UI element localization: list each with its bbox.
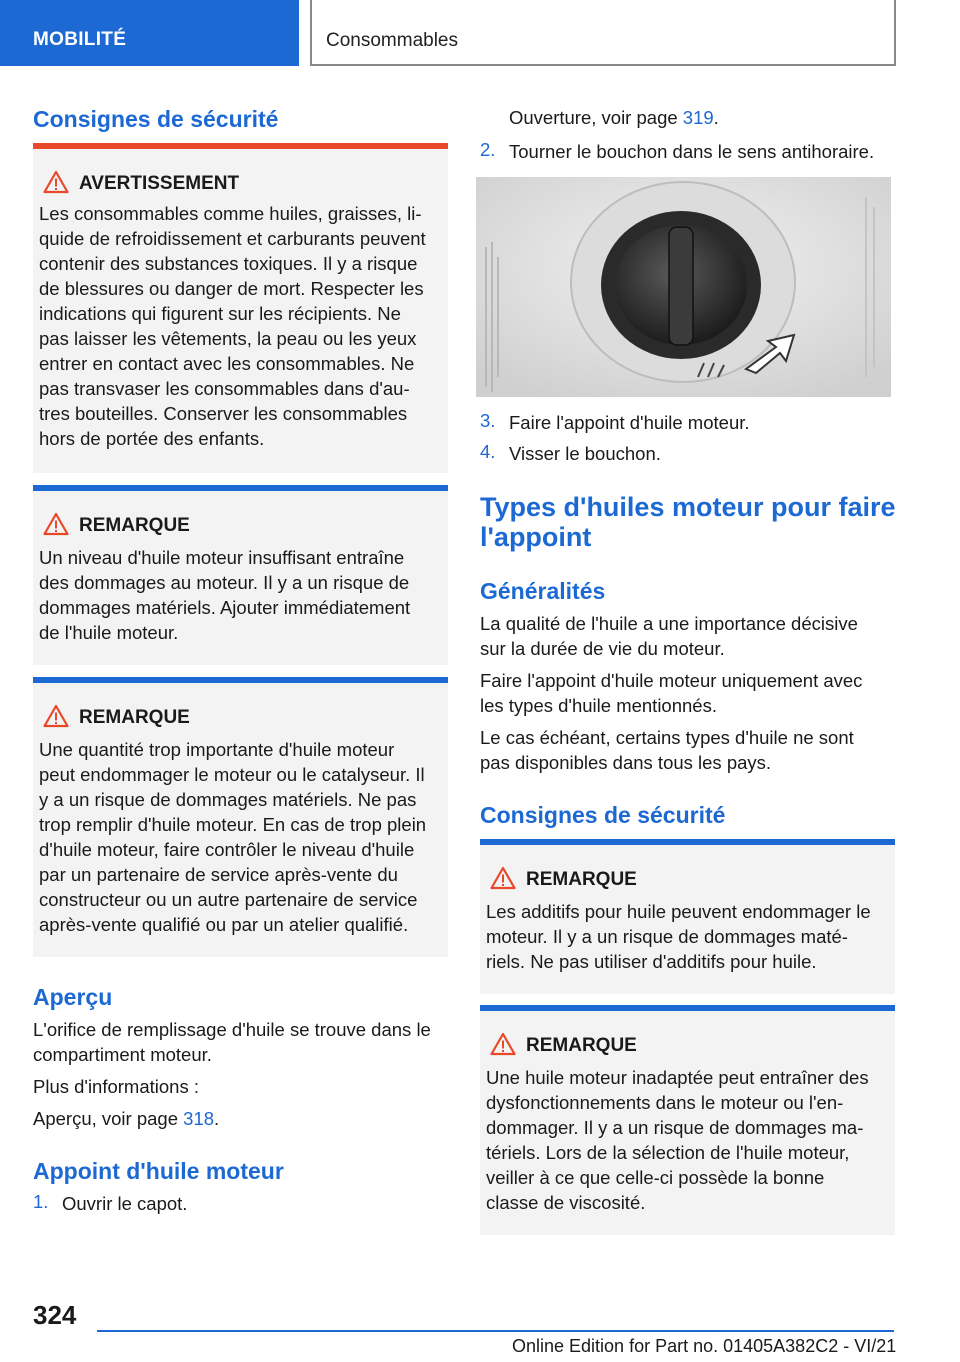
note-line: tériels. Lors de la sélection de l'huile moteur,: [486, 1142, 850, 1163]
note-line: Une huile moteur inadaptée peut entraîner des: [486, 1067, 869, 1088]
note-box-3: [480, 839, 895, 994]
opening-page-link[interactable]: 319: [682, 107, 714, 128]
warning-line: hors de portée des enfants.: [39, 428, 265, 449]
warning-line: quide de refroidissement et carburants peuvent: [39, 228, 426, 249]
oil-filler-cap-photo: [476, 177, 891, 397]
note-body: [486, 1065, 889, 1215]
note-line: moteur. Il y a un risque de dommages maté-: [486, 926, 848, 947]
oil-types-heading-line: l'appoint: [480, 522, 592, 552]
warning-line: pas laisser les vêtements, la peau ou les yeux: [39, 328, 417, 349]
warning-line: pas transvaser les consommables dans d'au-: [39, 378, 410, 399]
warning-line: contenir des substances toxiques. Il y a risque: [39, 253, 418, 274]
warning-line: indications qui figurent sur les récipients. Ne: [39, 303, 401, 324]
step-number: 1.: [33, 1191, 49, 1212]
overview-ref-end: .: [214, 1108, 220, 1129]
note-bar: [480, 839, 895, 845]
note-line: par un partenaire de service après-vente du: [39, 864, 398, 885]
note-triangle-icon: [490, 866, 516, 890]
note-line: veiller à ce que celle-ci possède la bonne: [486, 1167, 825, 1188]
warning-line: tres bouteilles. Conserver les consommables: [39, 403, 408, 424]
step-text: Visser le bouchon.: [509, 443, 661, 464]
note-line: après-vente qualifié ou par un atelier qualifié.: [39, 914, 409, 935]
page-number: 324: [33, 1300, 77, 1330]
general-line: les types d'huile mentionnés.: [480, 695, 717, 716]
note-line: dysfonctionnements dans le moteur ou l'en-: [486, 1092, 844, 1113]
note-line: y a un risque de dommages matériels. Ne pas: [39, 789, 417, 810]
step-text: Tourner le bouchon dans le sens antihoraire.: [509, 141, 875, 162]
opening-ref-end: .: [713, 107, 719, 128]
note-bar: [480, 1005, 895, 1011]
general-line: sur la durée de vie du moteur.: [480, 638, 725, 659]
general-paragraph-2: [480, 668, 862, 718]
note-title: REMARQUE: [526, 869, 637, 890]
note-line: Un niveau d'huile moteur insuffisant entraîne: [39, 547, 405, 568]
step-number: 3.: [480, 410, 496, 431]
note-bar: [33, 677, 448, 683]
warning-bar: [33, 143, 448, 149]
note-body: [39, 545, 442, 645]
note-line: constructeur ou un autre partenaire de service: [39, 889, 418, 910]
general-line: Faire l'appoint d'huile moteur uniquement avec: [480, 670, 863, 691]
warning-line: de blessures ou danger de mort. Respecter les: [39, 278, 424, 299]
note-title: REMARQUE: [79, 515, 190, 536]
note-line: riels. Ne pas utiliser d'additifs pour huile.: [486, 951, 817, 972]
warning-body: [39, 201, 442, 451]
general-paragraph-1: [480, 611, 858, 661]
note-line: des dommages au moteur. Il y a un risque de: [39, 572, 410, 593]
note-body: [39, 737, 442, 937]
header-chapter-tab: [310, 0, 896, 66]
footer-edition: Online Edition for Part no. 01405A382C2 - VI/21: [512, 1336, 897, 1356]
general-line: pas disponibles dans tous les pays.: [480, 752, 772, 773]
note-box-1: [33, 485, 448, 665]
note-line: de l'huile moteur.: [39, 622, 179, 643]
note-line: Les additifs pour huile peuvent endommager le: [486, 901, 871, 922]
step-text: Ouvrir le capot.: [62, 1193, 188, 1214]
note-title: REMARQUE: [526, 1035, 637, 1056]
safety-heading-right: Consignes de sécurité: [480, 802, 726, 828]
note-line: classe de viscosité.: [486, 1192, 646, 1213]
note-box-2: [33, 677, 448, 957]
note-line: peut endommager le moteur ou le catalyseur. Il: [39, 764, 425, 785]
overview-reference: [33, 1106, 219, 1131]
note-box-4: [480, 1005, 895, 1235]
note-line: dommager. Il y a un risque de dommages ma-: [486, 1117, 864, 1138]
header-section-tab: [0, 0, 299, 66]
step-number: 4.: [480, 441, 496, 462]
overview-paragraph: [33, 1017, 431, 1067]
note-triangle-icon: [43, 512, 69, 536]
general-heading: Généralités: [480, 578, 606, 604]
warning-triangle-icon: [43, 170, 69, 194]
header-section-label: MOBILITÉ: [33, 29, 127, 50]
refill-heading: Appoint d'huile moteur: [33, 1158, 284, 1184]
footer-divider: [97, 1330, 894, 1332]
oil-filler-cap-illustration: [476, 177, 891, 397]
overview-line: L'orifice de remplissage d'huile se trouve dans le: [33, 1019, 431, 1040]
general-line: Le cas échéant, certains types d'huile ne sont: [480, 727, 854, 748]
overview-page-link[interactable]: 318: [183, 1108, 215, 1129]
note-line: trop remplir d'huile moteur. En cas de trop plein: [39, 814, 427, 835]
oil-types-heading-line: Types d'huiles moteur pour faire: [480, 492, 896, 522]
overview-heading: Aperçu: [33, 984, 113, 1010]
warning-line: entrer en contact avec les consommables. Ne: [39, 353, 415, 374]
step-number: 2.: [480, 139, 496, 160]
warning-title: AVERTISSEMENT: [79, 173, 240, 194]
note-bar: [33, 485, 448, 491]
warning-box: [33, 143, 448, 473]
overview-ref-text: Aperçu, voir page: [33, 1108, 184, 1129]
step-text: Faire l'appoint d'huile moteur.: [509, 412, 750, 433]
oil-types-heading: [480, 492, 896, 552]
general-line: La qualité de l'huile a une importance décisive: [480, 613, 858, 634]
note-line: dommages matériels. Ajouter immédiatement: [39, 597, 411, 618]
note-body: [486, 899, 889, 974]
note-triangle-icon: [490, 1032, 516, 1056]
more-info-text: Plus d'informations :: [33, 1076, 199, 1097]
warning-line: Les consommables comme huiles, graisses, li-: [39, 203, 422, 224]
safety-heading-left: Consignes de sécurité: [33, 106, 279, 132]
note-line: Une quantité trop importante d'huile moteur: [39, 739, 395, 760]
general-paragraph-3: [480, 725, 854, 775]
opening-reference: [509, 105, 719, 130]
header-chapter-label: Consommables: [326, 30, 458, 51]
overview-line: compartiment moteur.: [33, 1044, 212, 1065]
note-title: REMARQUE: [79, 707, 190, 728]
note-line: d'huile moteur, faire contrôler le niveau d'huile: [39, 839, 415, 860]
note-triangle-icon: [43, 704, 69, 728]
opening-ref-text: Ouverture, voir page: [509, 107, 683, 128]
